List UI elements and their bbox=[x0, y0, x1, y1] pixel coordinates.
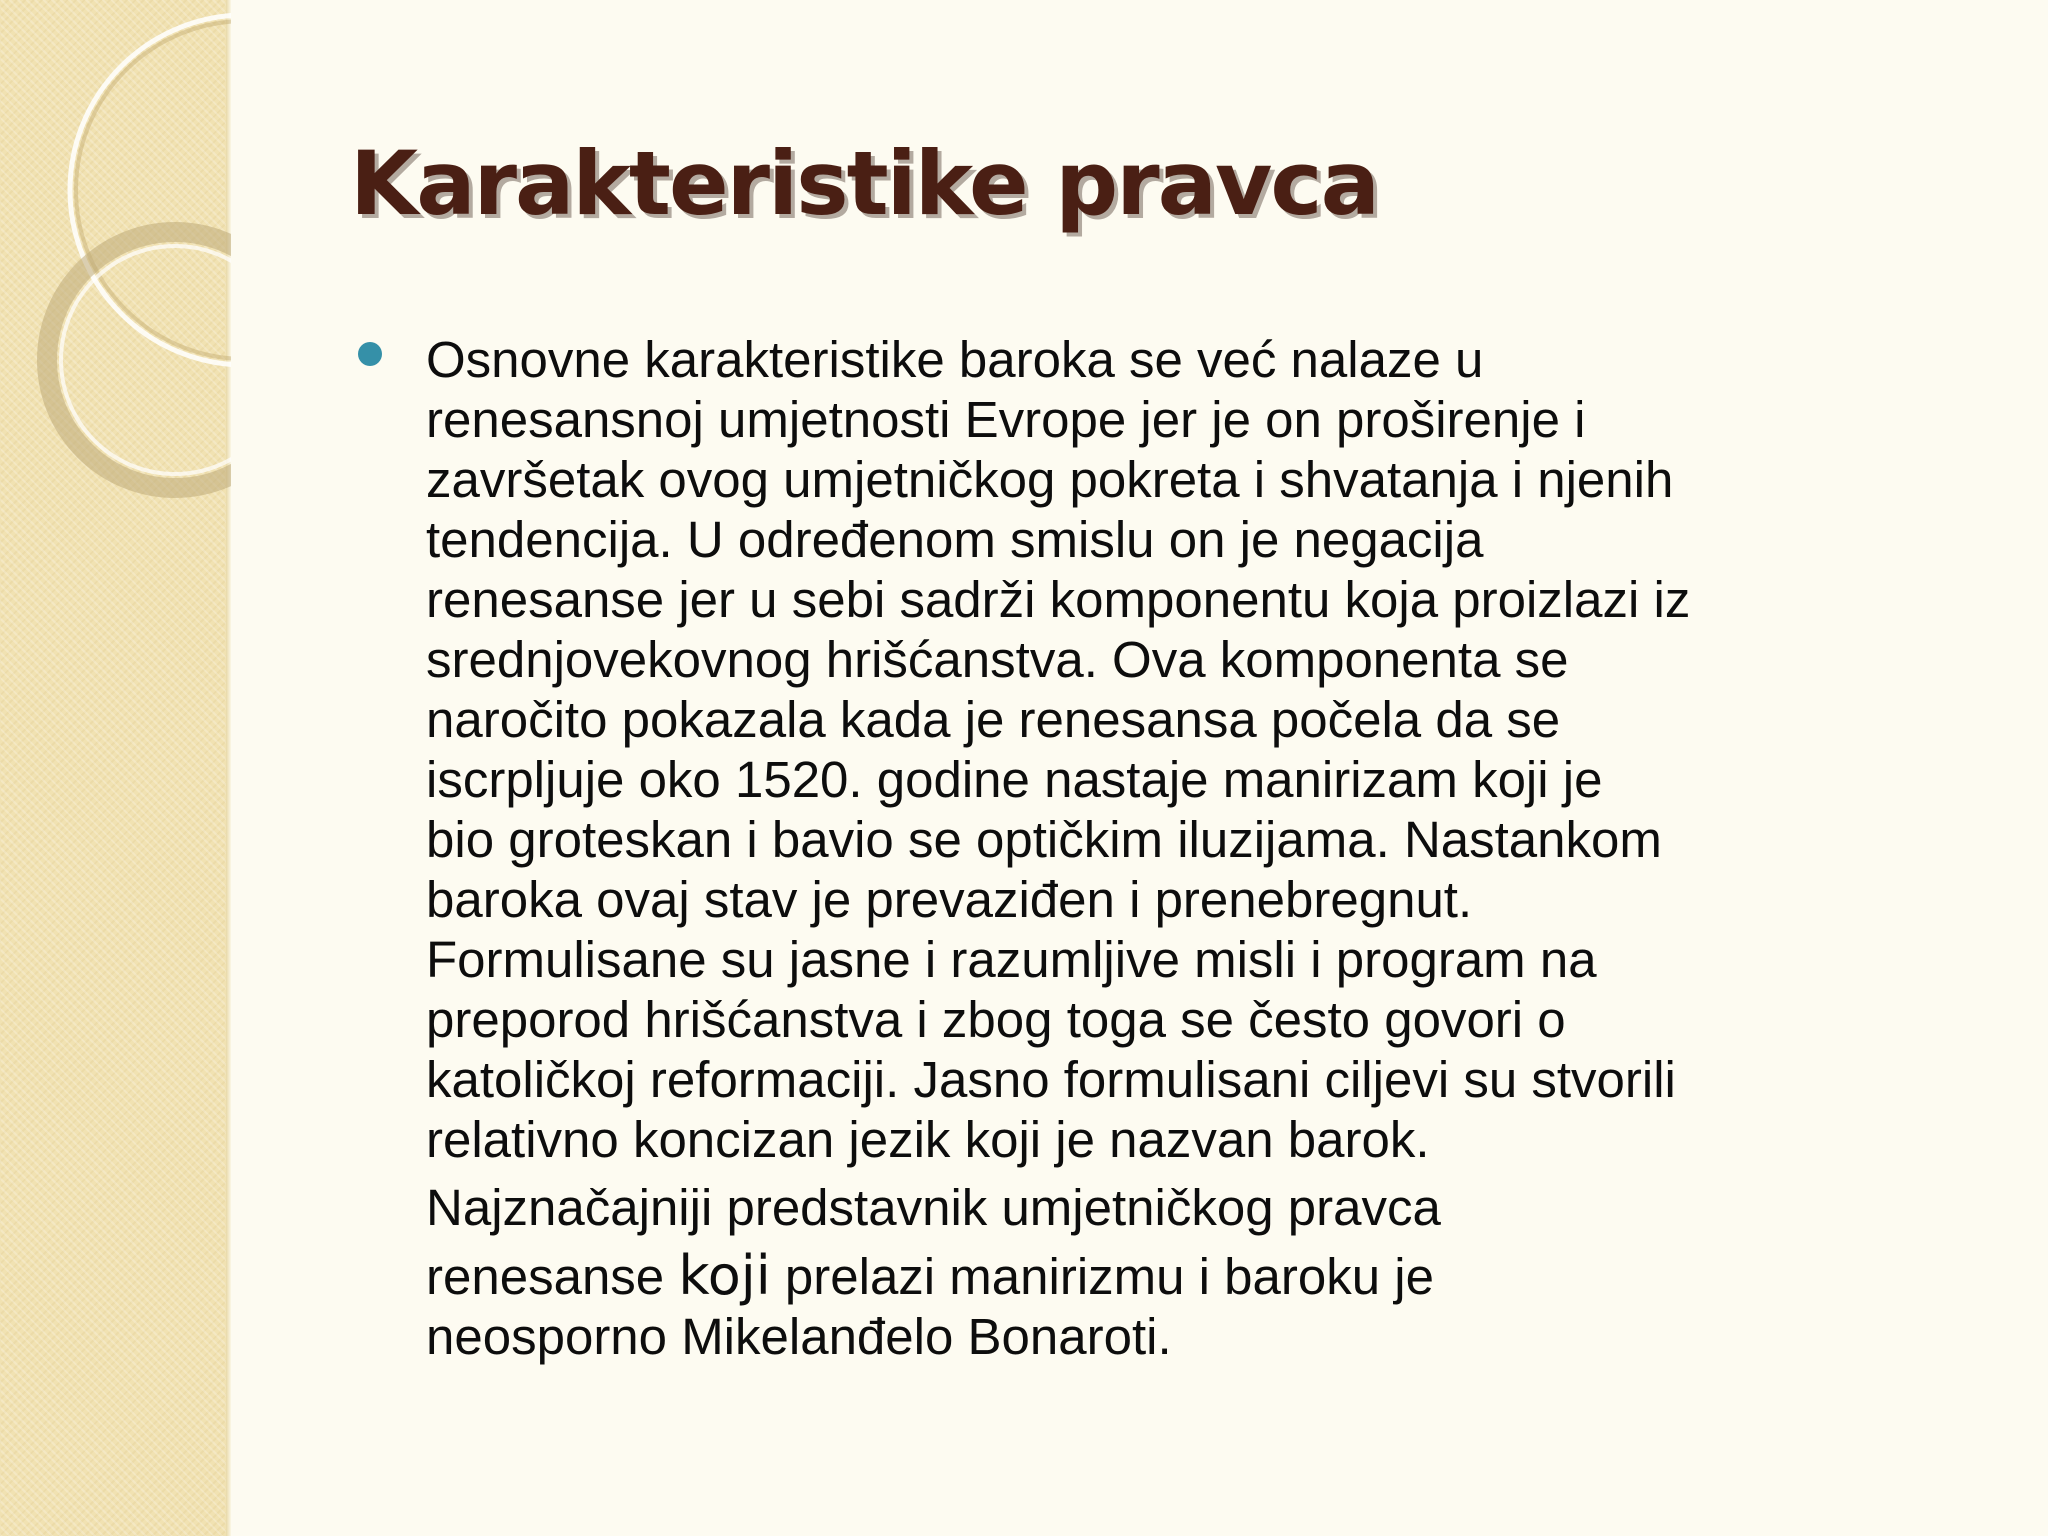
text-line: tendencija. U određenom smislu on je negacija bbox=[426, 511, 1484, 568]
slide-title: Karakteristike pravca bbox=[350, 132, 1378, 235]
text-line: katoličkoj reformaciji. Jasno formulisani ciljevi su stvorili bbox=[426, 1051, 1676, 1108]
text-line: relativno koncizan jezik koji je nazvan barok. bbox=[426, 1111, 1430, 1168]
text-line: preporod hrišćanstva i zbog toga se često govori o bbox=[426, 991, 1566, 1048]
text-line: renesanse jer u sebi sadrži komponentu koja proizlazi iz bbox=[426, 571, 1691, 628]
paragraph-gap bbox=[426, 1170, 2026, 1178]
closing-line-2-end: prelazi manirizmu i baroku je bbox=[770, 1248, 1434, 1305]
closing-line-2-word: koji bbox=[678, 1244, 771, 1307]
closing-line-3: neosporno Mikelanđelo Bonaroti. bbox=[426, 1308, 1172, 1365]
text-line: baroka ovaj stav je prevaziđen i prenebregnut. bbox=[426, 871, 1473, 928]
bullet-dot-icon bbox=[358, 342, 382, 366]
large-ring-shade bbox=[76, 21, 231, 359]
paragraph-gap bbox=[426, 1238, 2026, 1246]
text-line: završetak ovog umjetničkog pokreta i shvatanja i njenih bbox=[426, 451, 1674, 508]
decorative-rings bbox=[0, 0, 231, 520]
text-line: iscrpljuje oko 1520. godine nastaje manirizam koji je bbox=[426, 751, 1603, 808]
text-line: bio groteskan i bavio se optičkim iluzijama. Nastankom bbox=[426, 811, 1662, 868]
bullet-text bbox=[426, 330, 2026, 1367]
large-ring bbox=[70, 15, 231, 365]
text-line: renesansnoj umjetnosti Evrope jer je on proširenje i bbox=[426, 391, 1586, 448]
text-line: naročito pokazala kada je renesansa počela da se bbox=[426, 691, 1561, 748]
text-line: srednjovekovnog hrišćanstva. Ova komponenta se bbox=[426, 631, 1569, 688]
text-line: Formulisane su jasne i razumljive misli i program na bbox=[426, 931, 1597, 988]
closing-line-2 bbox=[426, 1246, 2026, 1307]
closing-line-1: Najznačajniji predstavnik umjetničkog pravca bbox=[426, 1179, 1441, 1236]
closing-line-2-start: renesanse bbox=[426, 1248, 679, 1305]
text-line: Osnovne karakteristike baroka se već nalaze u bbox=[426, 331, 1484, 388]
